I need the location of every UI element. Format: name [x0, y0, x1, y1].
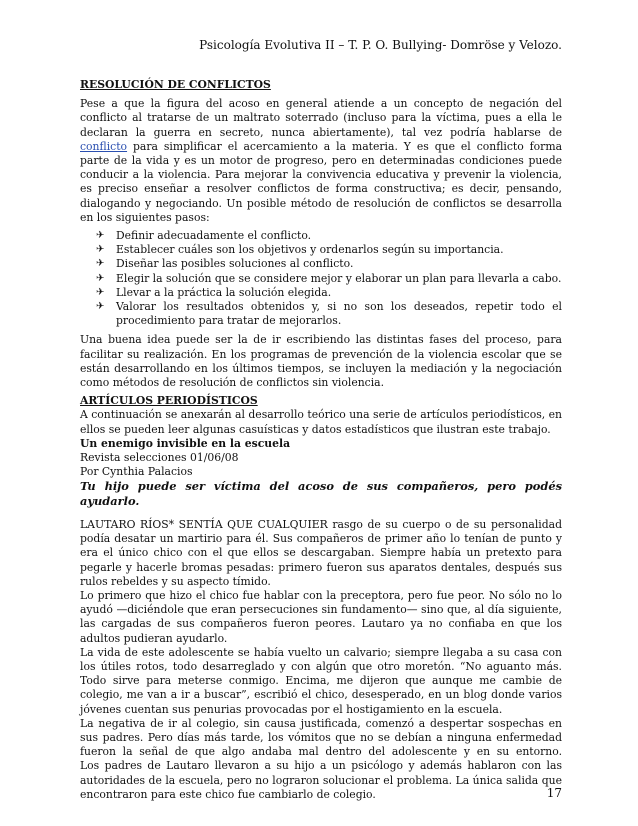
conflict-steps-list [80, 229, 562, 328]
step-text: Llevar a la práctica la solución elegida. [116, 285, 332, 299]
article-source: Revista selecciones 01/06/08 [80, 451, 239, 465]
plane-bullet-icon: ✈ [96, 258, 105, 270]
list-item [96, 257, 562, 271]
paragraph-conflict-intro [80, 97, 562, 225]
page-number: 17 [546, 786, 562, 800]
step-text: Establecer cuáles son los objetivos y ordenarlos según su importancia. [116, 243, 504, 257]
article-paragraph: Lo primero que hizo el chico fue hablar con la preceptora, pero fue peor. No sólo no lo ayudó —diciéndole que eran persecuciones sin fundamento— sino que, al día siguiente, las cargadas de sus compañeros fueron peores. Lautaro ya no confiaba en que los adultos pudieran ayudarlo. [80, 588, 562, 645]
step-text: Elegir la solución que se considere mejor y elaborar un plan para llevarla a cabo. [116, 271, 562, 285]
list-item [96, 286, 562, 300]
article-paragraph: Los padres de Lautaro llevaron a su hijo a un psicólogo y además hablaron con las autoridades de la escuela, pero no lograron solucionar el problema. La única salida que encontraron para este chico fue cambiarlo de colegio. [80, 759, 562, 801]
list-item [96, 243, 562, 257]
section-heading-conflict-resolution: RESOLUCIÓN DE CONFLICTOS [80, 78, 271, 91]
plane-bullet-icon: ✈ [96, 230, 105, 242]
plane-bullet-icon: ✈ [96, 301, 105, 313]
step-text: Diseñar las posibles soluciones al conflicto. [116, 257, 354, 271]
list-item [96, 272, 562, 286]
step-text: Valorar los resultados obtenidos y, si no son los deseados, repetir todo el procedimiento para tratar de mejorarlos. [116, 300, 562, 328]
page-header: Psicología Evolutiva II – T. P. O. Bullying- Domröse y Velozo. [199, 38, 562, 52]
plane-bullet-icon: ✈ [96, 244, 105, 256]
document-body [80, 78, 562, 802]
article-subtitle: Tu hijo puede ser víctima del acoso de sus compañeros, pero podés ayudarlo. [80, 479, 562, 508]
step-text: Definir adecuadamente el conflicto. [116, 229, 312, 243]
list-item [96, 229, 562, 243]
article-paragraph: La vida de este adolescente se había vuelto un calvario; siempre llegaba a su casa con los útiles rotos, todo desarreglado y con algún que otro moretón. “No aguanto más. Todo sirve para meterse conmigo. Encima, me dijeron que aunque me cambie de colegio, me van a ir a buscar”, escribió el chico, desesperado, en un blog donde varios jóvenes cuentan sus penurias provocadas por el hostigamiento en la escuela. [80, 645, 562, 716]
paragraph-articles-intro: A continuación se anexarán al desarrollo teórico una serie de artículos periodísticos, en ellos se pueden leer algunas casuísticas y datos estadísticos que ilustran este trabajo. [80, 408, 562, 436]
article-paragraph: LAUTARO RÍOS* SENTÍA QUE CUALQUIER rasgo de su cuerpo o de su personalidad podía desatar un martirio para él. Sus compañeros de primer año lo tenían de punto y era el único chico con el que ellos se descargaban. Siempre había un pretexto para pegarle y hacerle bromas pesadas: primero fueron sus aparatos dentales, después sus rulos rebeldes y su aspecto tímido. [80, 517, 562, 588]
intro-text-after-link: para simplificar el acercamiento a la materia. Y es que el conflicto forma parte de la vida y es un motor de progreso, pero en determinadas condiciones puede conducir a la violencia. Para mejorar la convivencia educativa y prevenir la violencia, es preciso enseñar a resolver conflictos de forma constructiva; es decir, pensando, dialogando y negociando. Un posible método de resolución de conflictos se desarrolla en los siguientes pasos: [80, 139, 562, 224]
article-author: Por Cynthia Palacios [80, 465, 193, 479]
article-title: Un enemigo invisible en la escuela [80, 436, 291, 450]
intro-text-before-link: Pese a que la figura del acoso en general atiende a un concepto de negación del conflicto al tratarse de un maltrato soterrado (incluso para la víctima, pues a ella le declaran la guerra en secreto, nunca abiertamente), tal vez podría hablarse de [80, 97, 562, 139]
article-paragraph: La negativa de ir al colegio, sin causa justificada, comenzó a despertar sospechas en sus padres. Pero días más tarde, los vómitos que no se debían a ninguna enfermedad fueron la señal de que algo andaba mal dentro del adolescente y en su entorno. [80, 716, 562, 759]
plane-bullet-icon: ✈ [96, 286, 105, 298]
section-heading-articles: ARTÍCULOS PERIODÍSTICOS [80, 394, 258, 408]
conflicto-link[interactable]: conflicto [80, 139, 128, 153]
list-item [96, 300, 562, 328]
paragraph-conflict-closing: Una buena idea puede ser la de ir escribiendo las distintas fases del proceso, para facilitar su realización. En los programas de prevención de la violencia escolar que se están desarrollando en los últimos tiempos, se incluyen la mediación y la negociación como métodos de resolución de conflictos sin violencia. [80, 333, 562, 390]
plane-bullet-icon: ✈ [96, 272, 105, 284]
